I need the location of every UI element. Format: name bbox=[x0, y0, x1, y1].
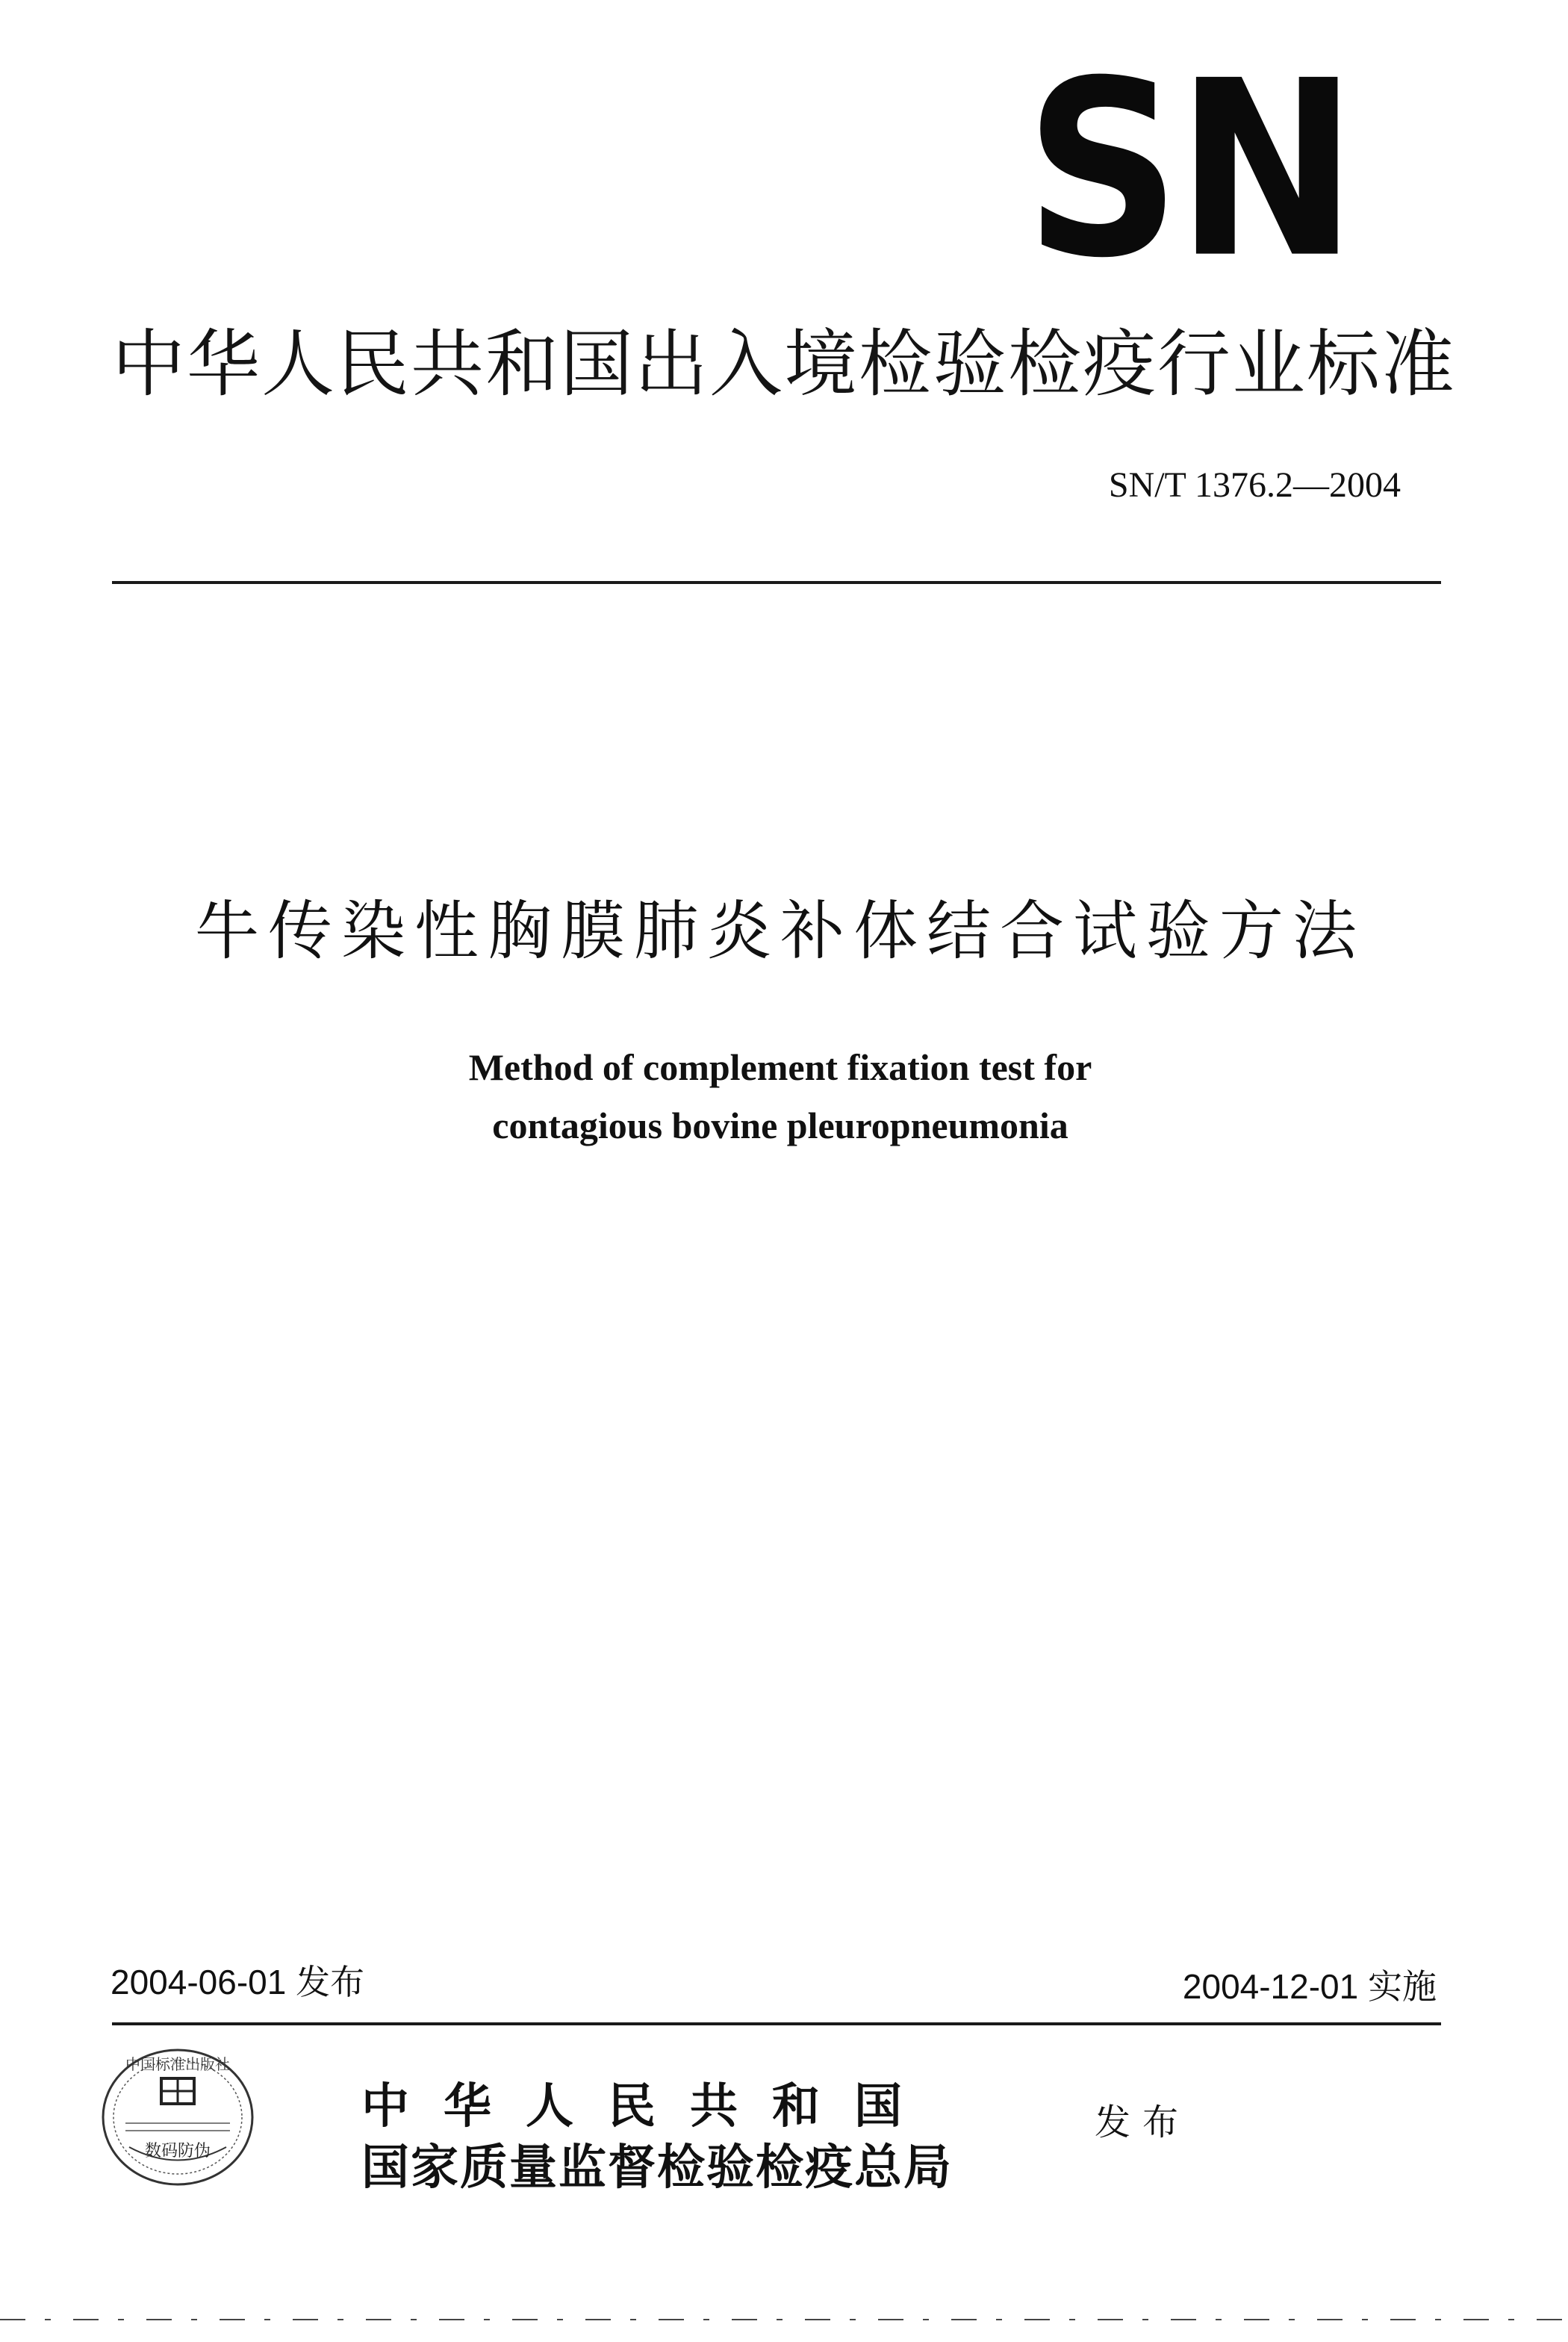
document-title-english bbox=[112, 1038, 1449, 1155]
english-title-line-2: contagious bovine pleuropneumonia bbox=[492, 1105, 1068, 1146]
english-title-line-1: Method of complement fixation test for bbox=[468, 1046, 1092, 1088]
issue-action-label: 发布 bbox=[1095, 2102, 1191, 2143]
document-title-chinese: 牛传染性胸膜肺炎补体结合试验方法 bbox=[195, 894, 1366, 969]
issuer-country: 中华人民共和国 bbox=[361, 2078, 936, 2134]
anti-counterfeit-seal-icon bbox=[96, 2043, 260, 2192]
issuer-agency: 国家质量监督检验检疫总局 bbox=[361, 2140, 953, 2196]
svg-text:中国标准出版社 bbox=[125, 2055, 230, 2073]
standard-number: SN/T 1376.2—2004 bbox=[1108, 465, 1401, 505]
top-divider bbox=[112, 581, 1441, 584]
effective-date: 2004-12-01 实施 bbox=[1182, 1967, 1437, 2006]
issuing-authority bbox=[361, 2076, 953, 2199]
seal-text-top: 中国标准出版社 bbox=[125, 2055, 230, 2073]
svg-text:数码防伪 bbox=[145, 2142, 211, 2161]
bottom-divider bbox=[112, 2022, 1441, 2025]
sn-logo: SN bbox=[1024, 29, 1353, 311]
scan-edge-dashes bbox=[0, 2312, 1568, 2327]
standard-category-heading: 中华人民共和国出入境检验检疫行业标准 bbox=[112, 322, 1457, 407]
seal-text-bottom: 数码防伪 bbox=[144, 2142, 211, 2161]
issue-date: 2004-06-01 发布 bbox=[111, 1963, 365, 2001]
